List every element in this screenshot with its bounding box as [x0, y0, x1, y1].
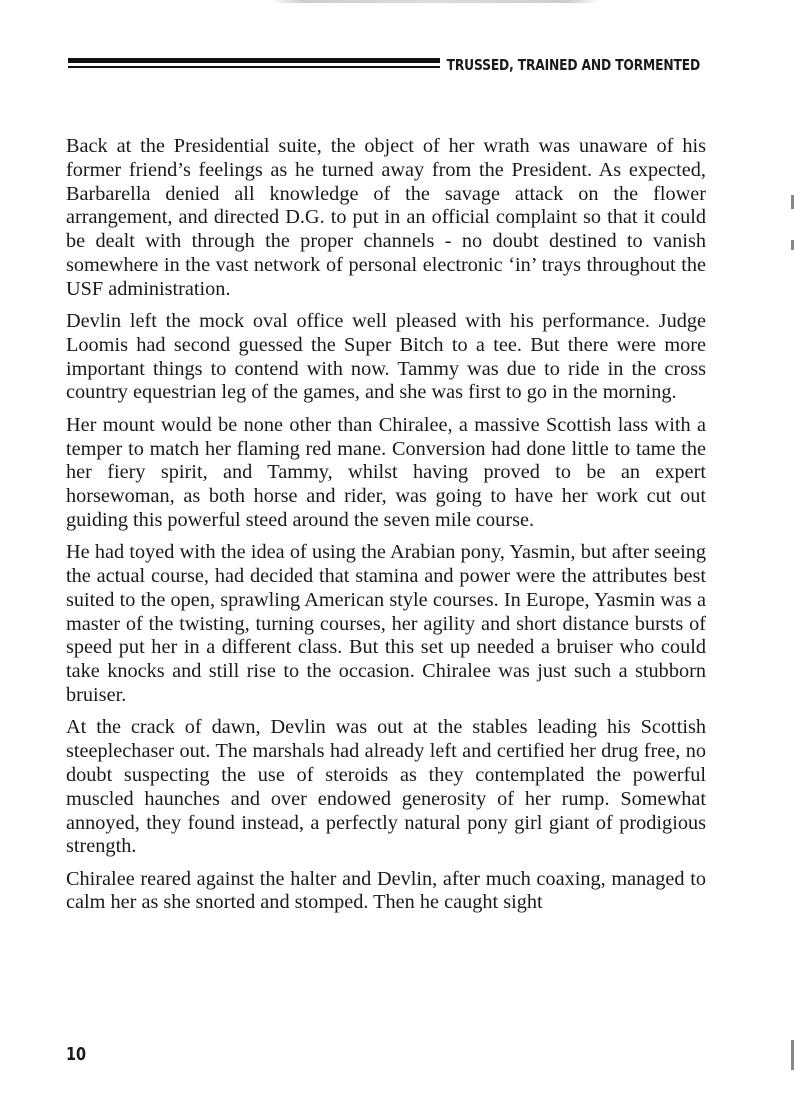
- scan-artifact: [270, 0, 600, 3]
- paragraph: At the crack of dawn, Devlin was out at the stables leading his Scottish steeplechaser out. The marshals had already left and certified her drug free, no doubt suspecting the use of steroids as they contemplated the powerful muscled haunches and over endowed generosity of her rump. Somewhat annoyed, they found instead, a perfectly natural pony girl giant of prodigious strength.: [66, 716, 706, 858]
- header-rules: [68, 58, 440, 68]
- running-header: [68, 52, 700, 82]
- paragraph: He had toyed with the idea of using the Arabian pony, Yasmin, but after seeing the actual course, had decided that stamina and power were the attributes best suited to the open, sprawling American style courses. In Europe, Yasmin was a master of the twisting, turning courses, her agility and short distance bursts of speed put her in a different class. But this set up needed a bruiser who could take knocks and still rise to the occasion. Chiralee was just such a stubborn bruiser.: [66, 541, 706, 707]
- header-rule-thick: [68, 58, 440, 63]
- running-title: TRUSSED, TRAINED AND TORMENTED: [446, 56, 700, 74]
- page-number: 10: [66, 1044, 87, 1065]
- paragraph: Her mount would be none other than Chiralee, a massive Scottish lass with a temper to match her flaming red mane. Conversion had done little to tame the her fiery spirit, and Tammy, whilst having proved to be an expert horsewoman, as both horse and rider, was going to have her work cut out guiding this powerful steed around the seven mile course.: [66, 413, 706, 531]
- paragraph: Devlin left the mock oval office well pleased with his performance. Judge Loomis had second guessed the Super Bitch to a tee. But there were more important things to contend with now. Tammy was due to ride in the cross country equestrian leg of the games, and she was first to go in the morning.: [66, 310, 706, 404]
- paragraph: Back at the Presidential suite, the object of her wrath was unaware of his former friend’s feelings as he turned away from the President. As expected, Barbarella denied all knowledge of the savage attack on the flower arrangement, and directed D.G. to put in an official complaint so that it could be dealt with through the proper channels - no doubt destined to vanish somewhere in the vast network of personal electronic ‘in’ trays throughout the USF administration.: [66, 135, 706, 300]
- body-text: [66, 135, 706, 924]
- header-rule-thin: [68, 66, 440, 68]
- paragraph: Chiralee reared against the halter and Devlin, after much coaxing, managed to calm her as she snorted and stomped. Then he caught sight: [66, 867, 706, 914]
